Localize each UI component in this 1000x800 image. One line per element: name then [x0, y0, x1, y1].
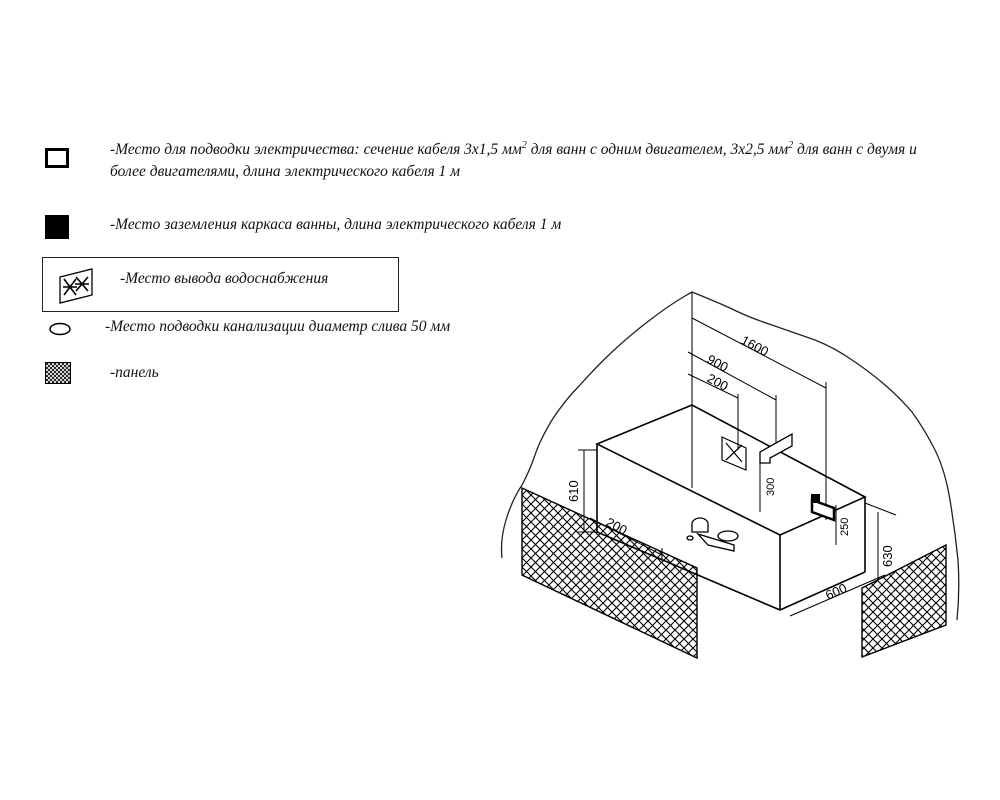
dim-250: 250 — [839, 517, 851, 536]
dim-200-bottom: 200 — [603, 514, 630, 538]
dim-1600: 1600 — [738, 332, 772, 360]
wall-electric-point — [811, 494, 834, 520]
dim-900: 900 — [704, 351, 731, 375]
dim-610: 610 — [566, 480, 581, 502]
tub-faucet — [687, 518, 738, 551]
legend-electric-text: -Место для подводки электричества: сечение кабеля 3х1,5 $мм^2$ для ванн с одним двигателем, 3х2,5 $мм^2$ для ванн с двумя и более двигателями, длина электрического кабеля 1 м — [110, 139, 917, 180]
legend-water-supply-text: -Место вывода водоснабжения — [120, 270, 329, 287]
dim-200-top: 200 — [704, 370, 731, 394]
water-supply-point — [722, 437, 746, 470]
legend-drain-text: -Место подводки канализации диаметр слива 50 мм — [105, 318, 451, 335]
dim-300: 300 — [765, 477, 777, 496]
dim-600: 600 — [823, 580, 850, 603]
legend-panel-text: -панель — [110, 364, 159, 381]
legend-ground-text: -Место заземления каркаса ванны, длина электрического кабеля 1 м — [110, 216, 562, 233]
side-panel — [862, 545, 946, 657]
front-panel — [522, 488, 697, 658]
dim-630: 630 — [880, 545, 895, 567]
